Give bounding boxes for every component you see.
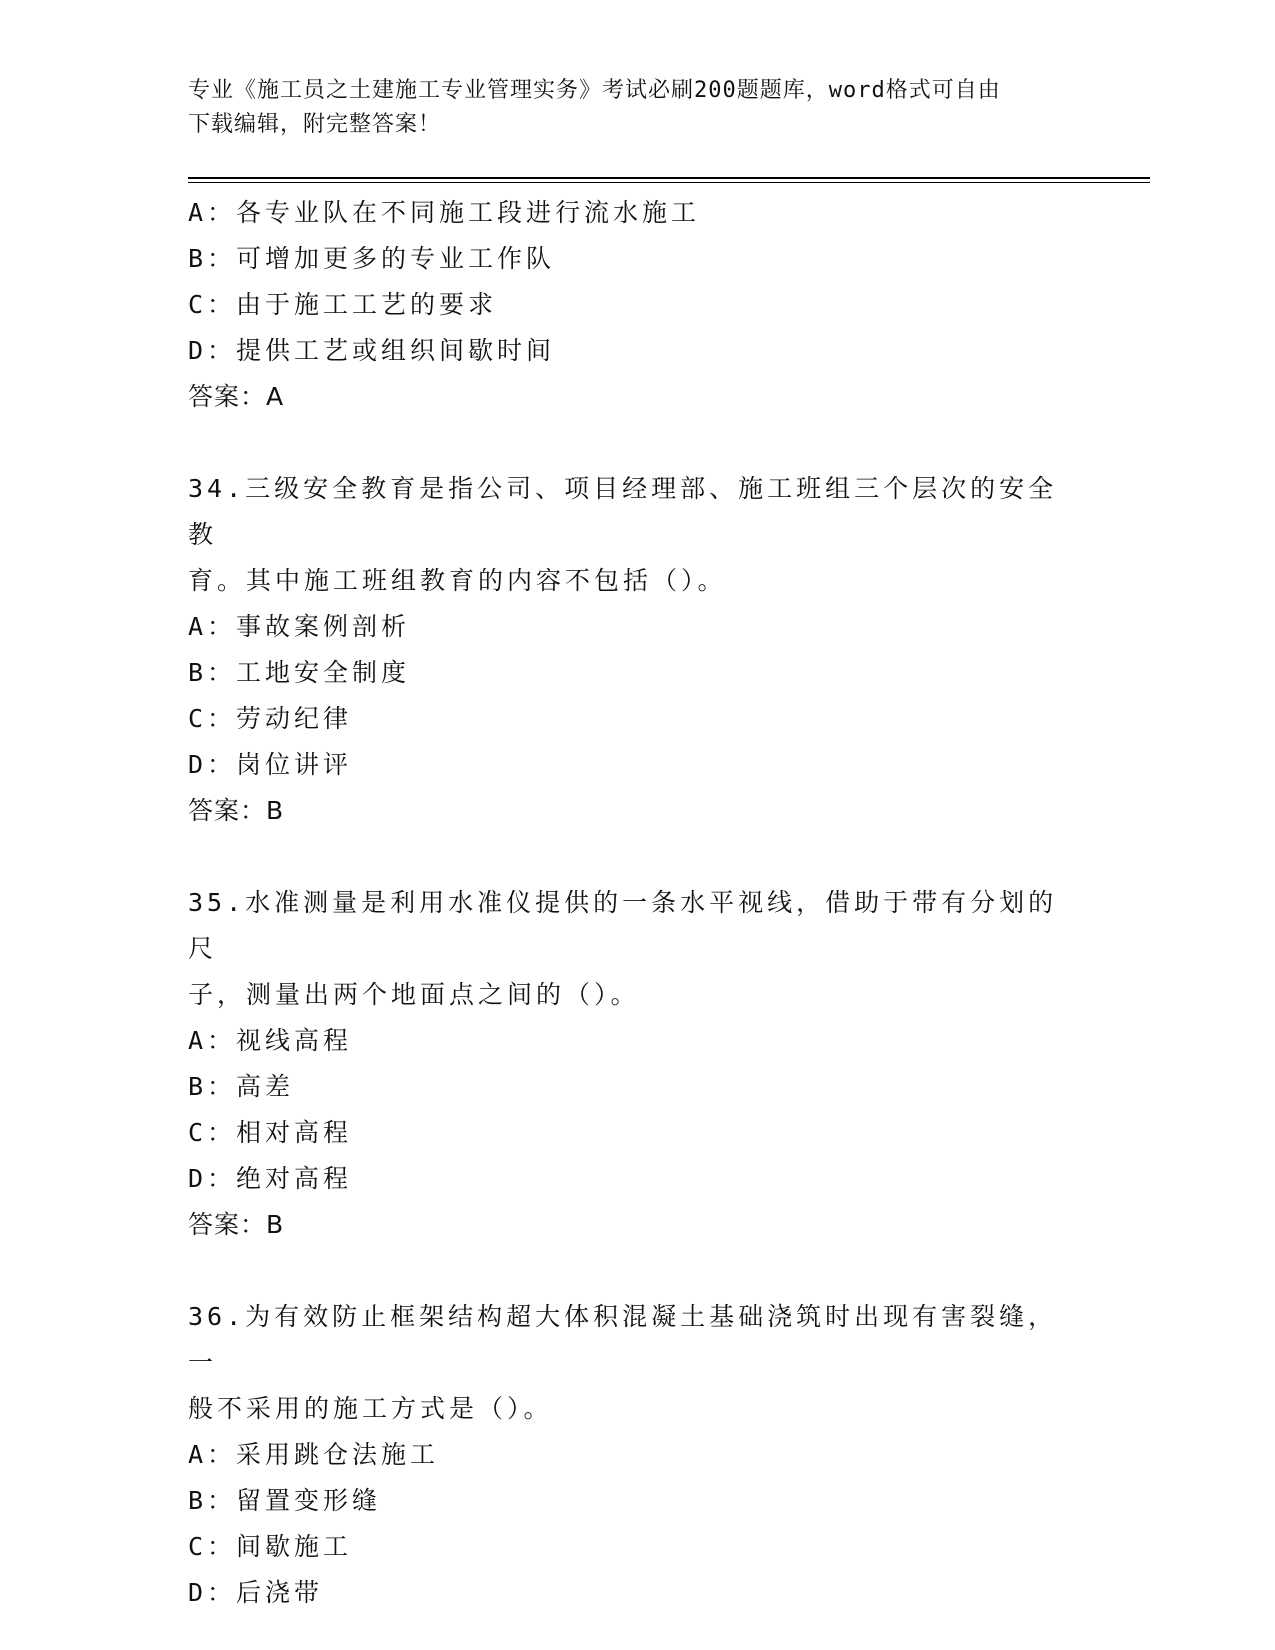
answer-line: 答案：B: [188, 796, 285, 825]
question-33-continued: [188, 190, 1088, 420]
question-text-line-1: 34.三级安全教育是指公司、项目经理部、施工班组三个层次的安全教: [188, 474, 1058, 549]
option-b: B：可增加更多的专业工作队: [188, 244, 556, 273]
option-d: D：绝对高程: [188, 1164, 353, 1193]
question-text-line-2: 子，测量出两个地面点之间的（）。: [188, 980, 640, 1009]
header-divider-thick: [188, 177, 1150, 179]
question-36: [188, 1294, 1088, 1616]
header-title-line-2: 下载编辑，附完整答案！: [188, 112, 442, 137]
option-a: A：采用跳仓法施工: [188, 1440, 440, 1469]
option-c: C：由于施工工艺的要求: [188, 290, 498, 319]
question-list: [188, 190, 1088, 1616]
question-text-line-2: 育。其中施工班组教育的内容不包括（）。: [188, 566, 727, 595]
answer-line: 答案：B: [188, 1210, 285, 1239]
spacer: [188, 420, 1088, 466]
option-a: A：视线高程: [188, 1026, 353, 1055]
option-c: C：劳动纪律: [188, 704, 353, 733]
document-header: [188, 74, 1088, 142]
option-b: B：留置变形缝: [188, 1486, 382, 1515]
spacer: [188, 1248, 1088, 1294]
option-b: B：高差: [188, 1072, 295, 1101]
question-text-line-2: 般不采用的施工方式是（）。: [188, 1394, 553, 1423]
option-b: B：工地安全制度: [188, 658, 411, 687]
answer-line: 答案：A: [188, 382, 285, 411]
option-a: A：各专业队在不同施工段进行流水施工: [188, 198, 701, 227]
option-d: D：提供工艺或组织间歇时间: [188, 336, 556, 365]
question-text-line-1: 36.为有效防止框架结构超大体积混凝土基础浇筑时出现有害裂缝，一: [188, 1302, 1058, 1377]
header-title-line-1: 专业《施工员之土建施工专业管理实务》考试必刷200题题库，word格式可自由: [188, 78, 1001, 103]
question-34: [188, 466, 1088, 834]
option-d: D：岗位讲评: [188, 750, 353, 779]
header-divider-thin: [188, 182, 1150, 183]
option-c: C：间歇施工: [188, 1532, 353, 1561]
option-a: A：事故案例剖析: [188, 612, 411, 641]
option-d: D：后浇带: [188, 1578, 324, 1607]
question-35: [188, 880, 1088, 1248]
question-text-line-1: 35.水准测量是利用水准仪提供的一条水平视线，借助于带有分划的尺: [188, 888, 1058, 963]
spacer: [188, 834, 1088, 880]
option-c: C：相对高程: [188, 1118, 353, 1147]
